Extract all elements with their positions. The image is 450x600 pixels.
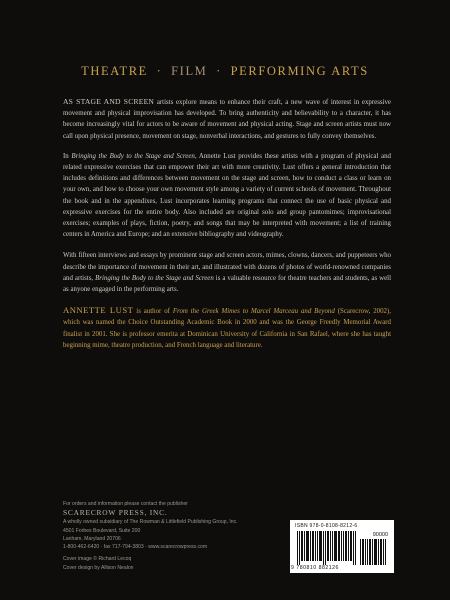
series-header <box>0 64 450 79</box>
lead-in: AS STAGE AND SCREEN <box>63 97 155 106</box>
summary-paragraph <box>63 151 391 241</box>
summary-text: , Annette Lust provides these artists with a program of physical and related expressive exercises that can empower their art with more creativity. Lust offers a general introduction that includes definitions and differences between movement on the stage and screen, how to conduct a class or learn on your own, and how to choose your own movement style among a variety of current schools of movement. Throughout the book and in the appendixes, Lust incorporates learning programs that connect the use of basic physical and expressive exercises for the entire body. Also included are original solo and group pantomimes; improvisational exercises; examples of plays, fiction, poetry, and songs that may be interpreted with movement; a list of training centers in America and Europe; and an extensive bibliography and videography. <box>63 152 391 239</box>
intro-text: artists explore means to enhance their craft, a new wave of interest in expressive movement and physical improvisation has developed. To bring authenticity and believability to a character, it has become increasingly vital for actors to be aware of movement and physical acting. Stage and screen artists must now call upon physical presence, movement on stage, nonverbal interactions, and gestures to fully convey themselves. <box>63 99 391 140</box>
interviews-text-end: is a valuable resource for theatre teachers and students, as well as anyone engaged in the performing arts. <box>63 274 391 294</box>
description <box>63 96 391 361</box>
summary-in: In <box>63 152 72 160</box>
publisher-name: SCARECROW PRESS, INC. <box>63 508 168 518</box>
publisher-info <box>63 500 293 572</box>
cover-image-credit: Cover image © Richard Lecoq <box>63 556 132 563</box>
book-title: Bringing the Body to the Stage and Screen <box>95 274 214 282</box>
author-name: ANNETTE LUST <box>63 305 134 316</box>
header-performing-arts: PERFORMING ARTS <box>230 64 369 78</box>
intro-paragraph <box>63 96 391 142</box>
interviews-text: With fifteen interviews and essays by prominent stage and screen actors, mimes, clowns, dancers, and puppeteers who describe the importance of movement in their art, and illustrated with dozens of photos of world-renowned companies and artists, <box>63 252 391 282</box>
header-film: FILM <box>171 64 208 78</box>
isbn-number: ISBN 978-0-8108-8212-6 <box>295 523 358 529</box>
header-theatre: THEATRE <box>81 64 148 78</box>
book-title: Bringing the Body to the Stage and Screen <box>71 152 195 160</box>
subsidiary-line: A wholly owned subsidiary of The Rowman & Littlefield Publishing Group, Inc. <box>63 519 238 526</box>
address-line-2: Lanham, Maryland 20706 <box>63 535 121 542</box>
isbn-barcode <box>290 520 394 573</box>
ean-digits: 9 780810 882126 <box>291 565 339 571</box>
header-separator: · <box>216 64 222 78</box>
cover-design-credit: Cover design by Allison Nealon <box>63 564 134 571</box>
address-line-1: 4501 Forbes Boulevard, Suite 200 <box>63 527 141 534</box>
ean-barcode-icon <box>297 531 357 565</box>
orders-line: For orders and information please contact the publisher <box>63 501 188 507</box>
author-bio <box>63 305 391 351</box>
price-barcode-icon <box>360 539 386 565</box>
header-separator: · <box>156 64 163 78</box>
interviews-paragraph <box>63 250 391 295</box>
author-text-end: (Scarecrow, 2002), which was named the Choice Outstanding Academic Book in 2000 and was the George Freedly Memorial Award finalist in 2001. She is professor emerita at Dominican University of California in San Rafael, where she has taught beginning mime, theatre production, and French language and literature. <box>63 308 392 349</box>
previous-book-title: From the Greek Mimes to Marcel Marceau and Beyond <box>172 308 335 316</box>
contact-line: 1-800-462-6420 · fax 717-794-3803 · www.scarecrowpress.com <box>63 544 208 551</box>
author-text: is author of <box>133 308 173 316</box>
price-code: 90000 <box>372 532 388 538</box>
